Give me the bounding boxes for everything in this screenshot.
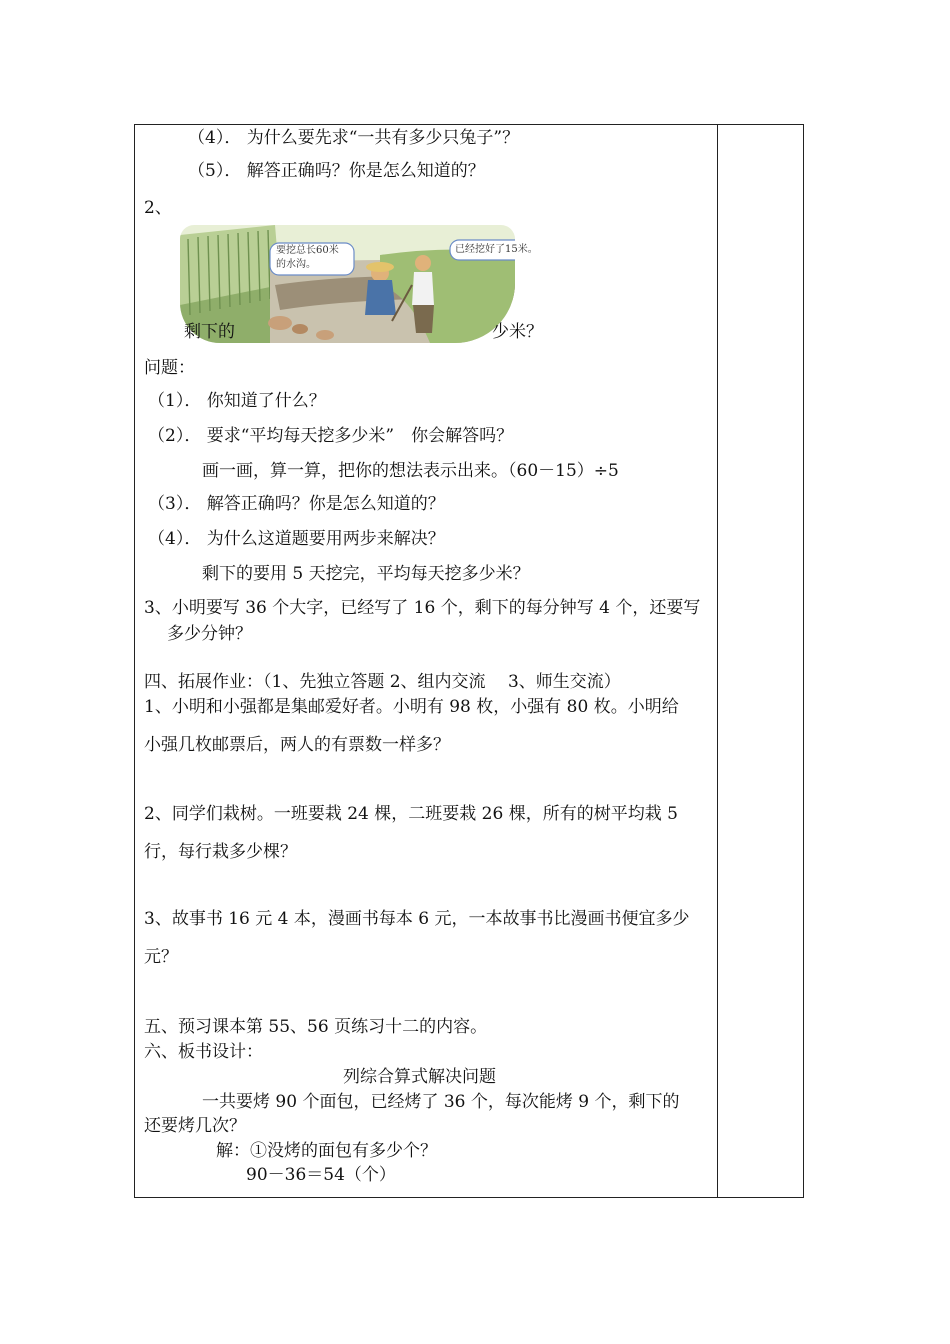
extension-p2-line1: 2、同学们栽树。一班要栽 24 棵，二班要栽 26 棵，所有的树平均栽 5 xyxy=(144,804,678,824)
board-title: 列综合算式解决问题 xyxy=(343,1067,496,1087)
question-4: （4）． 为什么要先求“一共有多少只兔子”？ xyxy=(188,128,520,148)
questions-heading: 问题： xyxy=(144,358,195,378)
problem-2-number: 2、 xyxy=(144,198,172,218)
column-divider xyxy=(717,124,718,1198)
problem2-q4: （4）． 为什么这道题要用两步来解决？ xyxy=(148,529,445,549)
board-line1: 一共要烤 90 个面包，已经烤了 36 个，每次能烤 9 个，剩下的 xyxy=(202,1092,680,1112)
extension-p1-line1: 1、小明和小强都是集邮爱好者。小明有 98 枚，小强有 80 枚。小明给 xyxy=(144,697,679,717)
problem2-q2: （2）． 要求“平均每天挖多少米” 你会解答吗？ xyxy=(148,426,514,446)
board-heading: 六、板书设计： xyxy=(144,1042,263,1062)
extension-p3-line1: 3、故事书 16 元 4 本，漫画书每本 6 元，一本故事书比漫画书便宜多少 xyxy=(144,909,690,929)
problem3-line1: 3、小明要写 36 个大字，已经写了 16 个，剩下的每分钟写 4 个，还要写 xyxy=(144,598,701,618)
bubble-left-line1: 要挖总长60米 xyxy=(276,245,339,256)
problem2-q1: （1）． 你知道了什么？ xyxy=(148,391,326,411)
board-solution-step: 解：①没烤的面包有多少个？ xyxy=(216,1141,437,1161)
bubble-left-line2: 的水沟。 xyxy=(276,259,316,270)
problem2-q3: （3）． 解答正确吗？你是怎么知道的？ xyxy=(148,494,445,514)
board-line2: 还要烤几次？ xyxy=(144,1116,246,1136)
question-5: （5）． 解答正确吗？你是怎么知道的？ xyxy=(188,161,485,181)
problem2-followup: 剩下的要用 5 天挖完，平均每天挖多少米？ xyxy=(202,564,530,584)
extension-heading: 四、拓展作业：（1、先独立答题 2、组内交流 3、师生交流） xyxy=(144,672,621,692)
extension-p2-line2: 行，每行栽多少棵？ xyxy=(144,842,297,862)
preview-task: 五、预习课本第 55、56 页练习十二的内容。 xyxy=(144,1017,488,1037)
board-equation: 90－36＝54（个） xyxy=(246,1165,396,1185)
partial-question-end: 少米？ xyxy=(492,322,543,342)
bubble-right: 已经挖好了15米。 xyxy=(455,244,538,255)
partial-question-start: 剩下的 xyxy=(184,322,235,342)
extension-p3-line2: 元？ xyxy=(144,947,178,967)
problem3-line2: 多少分钟？ xyxy=(167,624,252,644)
extension-p1-line2: 小强几枚邮票后，两人的有票数一样多？ xyxy=(144,735,450,755)
problem2-q2-hint: 画一画，算一算，把你的想法表示出来。（60－15）÷5 xyxy=(202,461,619,481)
